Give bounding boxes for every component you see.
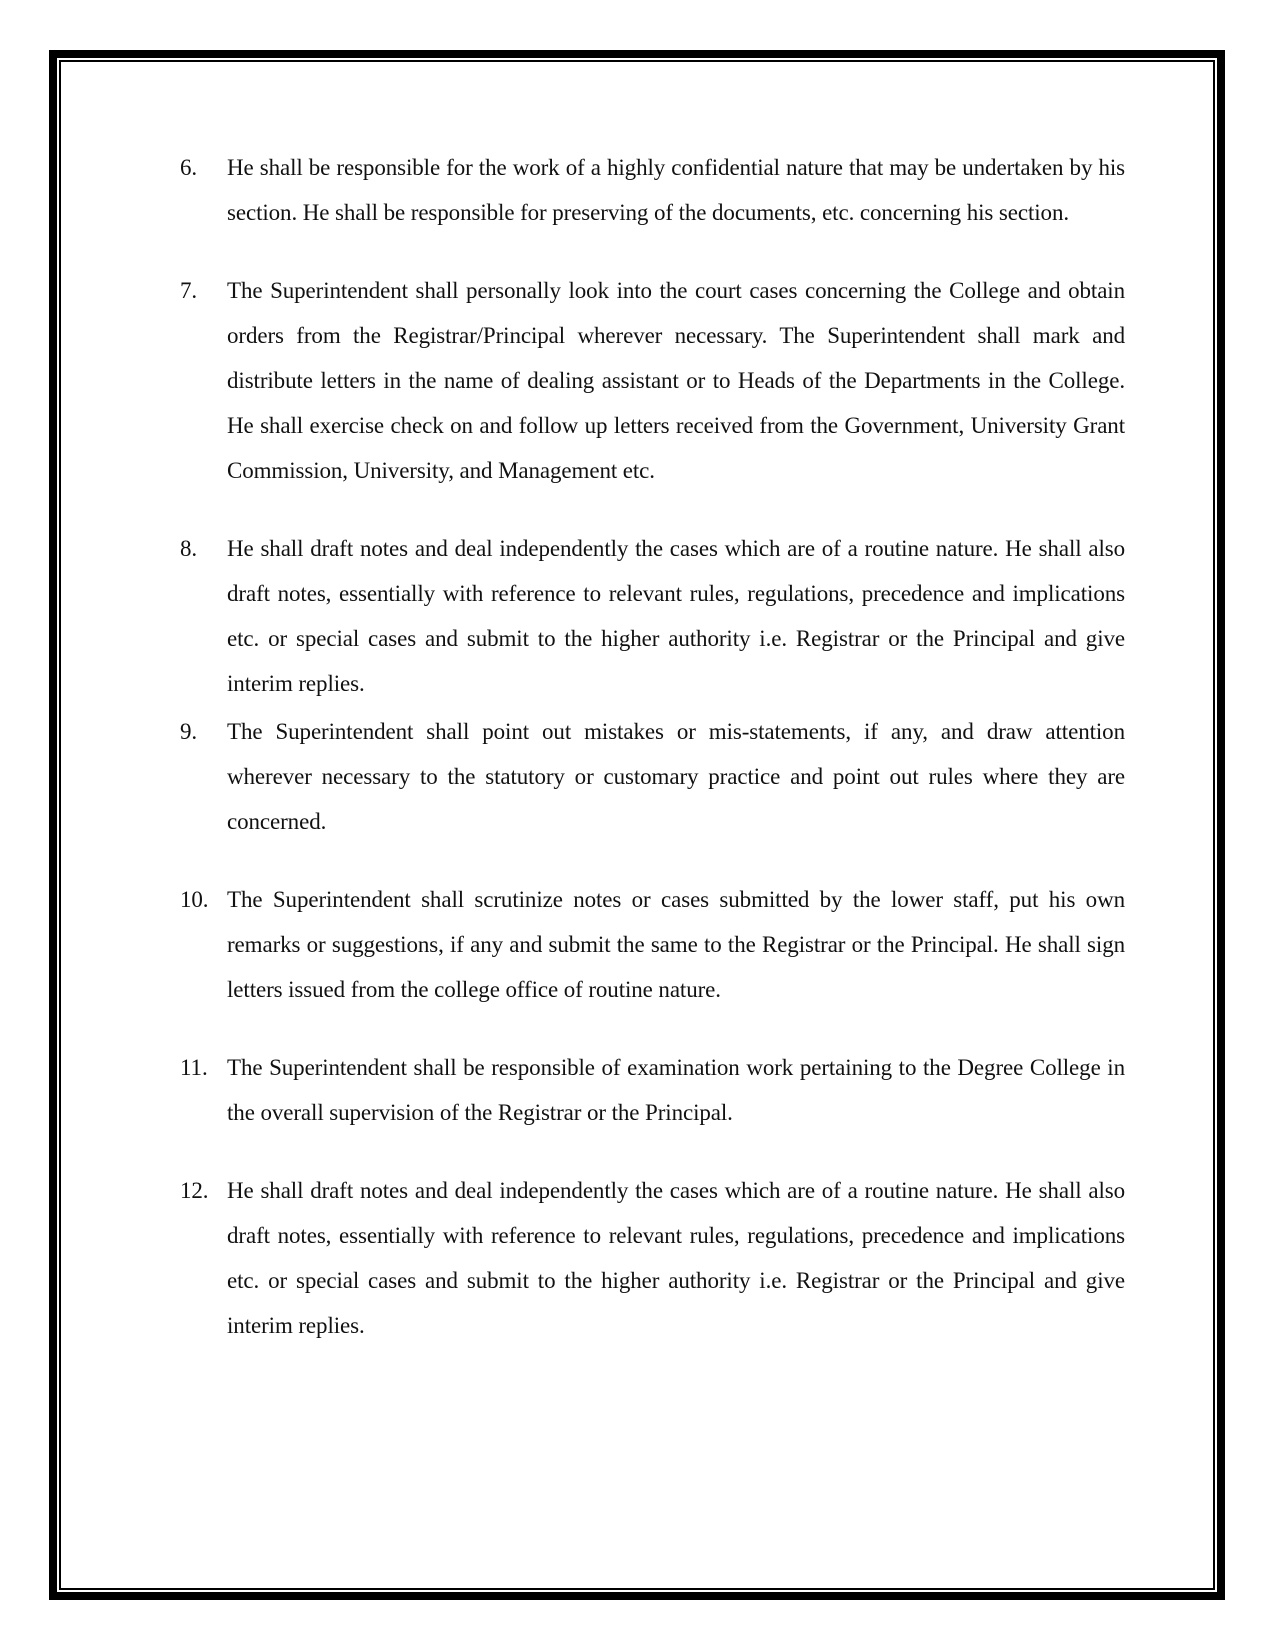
list-item-text: He shall draft notes and deal independently the cases which are of a routine nature. He shall also draft notes, essentially with reference to relevant rules, regulations, precedence and implications etc. or special cases and submit to the higher authority i.e. Registrar or the Principal and give interim replies. (227, 536, 1125, 696)
duties-list (150, 145, 1125, 1381)
list-item-text: The Superintendent shall scrutinize notes or cases submitted by the lower staff, put his own remarks or suggestions, if any and submit the same to the Registrar or the Principal. He shall sign letters issued from the college office of routine nature. (227, 887, 1125, 1002)
list-item-number: 12. (180, 1178, 209, 1203)
list-item-number: 11. (180, 1055, 208, 1080)
list-item-8 (150, 526, 1125, 706)
list-item-text: The Superintendent shall personally look into the court cases concerning the College and obtain orders from the Registrar/Principal wherever necessary. The Superintendent shall mark and distribute letters in the name of dealing assistant or to Heads of the Departments in the College. He shall exercise check on and follow up letters received from the Government, University Grant Commission, University, and Management etc. (227, 278, 1125, 483)
list-item-text: He shall be responsible for the work of a highly confidential nature that may be undertaken by his section. He shall be responsible for preserving of the documents, etc. concerning his section. (227, 155, 1125, 225)
list-item-7 (150, 268, 1125, 493)
list-item-12 (150, 1168, 1125, 1348)
list-item-9 (150, 709, 1125, 844)
list-item-text: The Superintendent shall be responsible of examination work pertaining to the Degree College in the overall supervision of the Registrar or the Principal. (227, 1055, 1125, 1125)
list-item-number: 9. (180, 719, 198, 744)
list-item-text: He shall draft notes and deal independently the cases which are of a routine nature. He shall also draft notes, essentially with reference to relevant rules, regulations, precedence and implications etc. or special cases and submit to the higher authority i.e. Registrar or the Principal and give interim replies. (227, 1178, 1125, 1338)
list-item-11 (150, 1045, 1125, 1135)
list-item-10 (150, 877, 1125, 1012)
list-item-number: 10. (180, 887, 209, 912)
list-item-number: 6. (180, 155, 198, 180)
list-item-number: 8. (180, 536, 198, 561)
list-item-number: 7. (180, 278, 198, 303)
list-item-6 (150, 145, 1125, 235)
list-item-text: The Superintendent shall point out mistakes or mis-statements, if any, and draw attention wherever necessary to the statutory or customary practice and point out rules where they are concerned. (227, 719, 1125, 834)
